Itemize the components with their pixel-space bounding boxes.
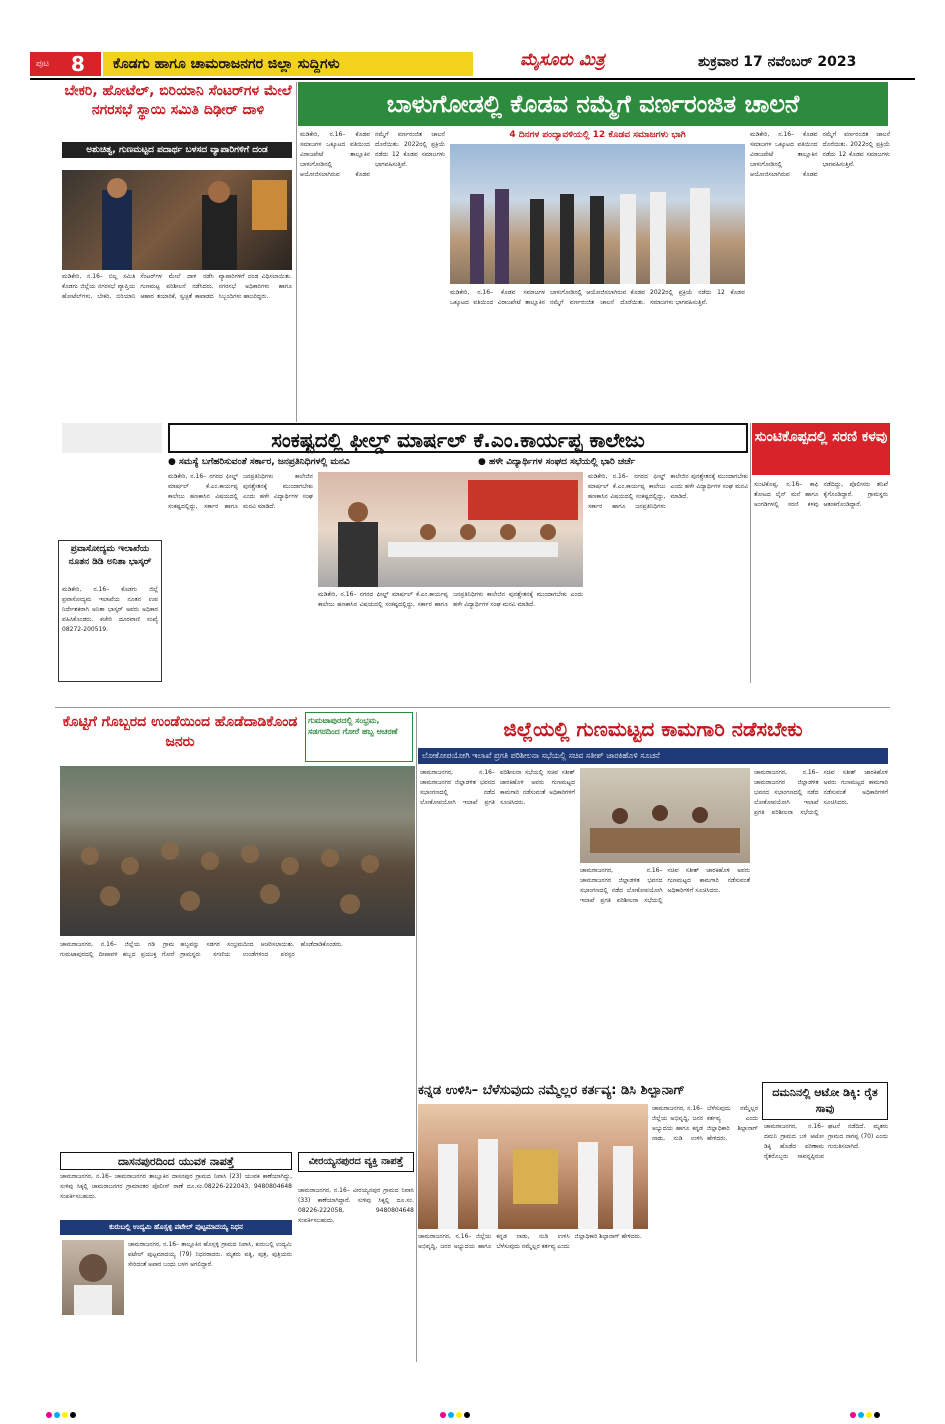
photo-stage-figures <box>318 472 583 587</box>
divider <box>296 82 297 422</box>
kicker-gore-habba <box>305 712 413 762</box>
photo-obituary <box>62 1240 124 1315</box>
color-registration-marks <box>440 1403 472 1422</box>
photo-college-meeting <box>318 472 583 587</box>
kicker-college-2: ● ಹಳೇ ವಿದ್ಯಾರ್ಥಿಗಳ ಸಂಘದ ಸಭೆಯಲ್ಲಿ ಭಾರಿ ಚರ್ಚೆ <box>478 457 636 467</box>
photo-kodava-namme <box>450 144 745 284</box>
headline-pwd: ಜಿಲ್ಲೆಯಲ್ಲಿ ಗುಣಮಟ್ಟದ ಕಾಮಗಾರಿ ನಡೆಸಬೇಕು <box>503 717 803 741</box>
body-theft: ಸುಂಟಿಕೊಪ್ಪ, ನ.16– ಕಾಫಿ ತೋಟದ ಲೈನ್ ಮನೆ ಹಾಗೂ ಅಂಗಡಿಗಳಲ್ಲಿ ಸರಣಿ ಕಳವು ನಡೆದಿದ್ದು, ಪೊಲೀಸರು ತನಿಖೆ ಕೈಗೊಂಡಿದ್ದಾರೆ. ಗ್ರಾಮಸ್ಥರು ಆತಂಕಗೊಂಡಿದ್ದಾರೆ. <box>754 481 888 508</box>
color-registration-marks <box>46 1403 78 1422</box>
body-gore-habba: ಚಾಮರಾಜನಗರ, ನ.16– ಜಿಲ್ಲೆಯ ಗಡಿ ಗ್ರಾಮ ಗುಮಟಾಪುರದಲ್ಲಿ ದೀಪಾವಳಿ ಹಬ್ಬದ ಪ್ರಯುಕ್ತ ಗೋರೆ ಹಬ್ಬವನ್ನು ಸಡಗರ ಸಂಭ್ರಮದಿಂದ ಆಚರಿಸಲಾಯಿತು. ಗ್ರಾಮಸ್ಥರು ಸಗಣಿಯ ಉಂಡೆಗಳಿಂದ ಪರಸ್ಪರ ಹೊಡೆದಾಡಿಕೊಂಡರು. <box>60 941 343 958</box>
header-rule <box>30 78 915 80</box>
headline-kannada: ಕನ್ನಡ ಉಳಿಸಿ– ಬೆಳೆಸುವುದು ನಮ್ಮೆಲ್ಲರ ಕರ್ತವ್ಯ: ಡಿಸಿ ಶಿಲ್ಪಾನಾಗ್ <box>418 1083 685 1098</box>
headline-tourism: ಪ್ರವಾಸೋದ್ಯಮ ಇಲಾಖೆಯ ನೂತನ ಡಿಡಿ ಅನಿತಾ ಭಾಸ್ಕರ್ <box>68 544 152 567</box>
kicker-bakery-raid: ಅಶುಚಿತ್ವ, ಗುಣಮಟ್ಟದ ಪದಾರ್ಥ ಬಳಸದ ವ್ಯಾಪಾರಿಗಳಿಗೆ ದಂಡ <box>62 142 292 158</box>
body-accident: ಚಾಮರಾಜನಗರ, ನ.16– ದಮನಿ ಗ್ರಾಮದ ಬಳಿ ಆಟೋ ಡಿಕ್ಕಿ ಹೊಡೆದ ಪರಿಣಾಮ ರೈತರೊಬ್ಬರು ಸಾವನ್ನಪ್ಪಿರುವ ಘಟನೆ ನಡೆದಿದೆ. ಮೃತರು ಗ್ರಾಮದ ನಾಗಪ್ಪ (70) ಎಂದು ಗುರುತಿಸಲಾಗಿದೆ. <box>764 1123 888 1160</box>
headline-accident: ದಮನಿನಲ್ಲಿ ಆಟೋ ಡಿಕ್ಕಿ: ರೈತ ಸಾವು <box>762 1082 888 1120</box>
body-kodava-namme-col1: ಮಡಿಕೇರಿ, ನ.16– ಕೊಡವ ಸಮಾಜಗಳ ಒಕ್ಕೂಟದ ವತಿಯಿಂದ ವಿರಾಜಪೇಟೆ ತಾಲ್ಲೂಕಿನ ಬಾಳುಗೋಡಿನಲ್ಲಿ ಆಯೋಜಿಸಲಾಗಿರುವ ಕೊಡವ ನಮ್ಮೆಗೆ ವರ್ಣರಂಜಿತ ಚಾಲನೆ ದೊರೆಯಿತು. 2022ರಲ್ಲಿ ಪ್ರಕ್ರಿಯೆ ನಡೆದು 12 ಕೊಡವ ಸಮಾಜಗಳು ಭಾಗವಹಿಸುತ್ತಿವೆ. <box>300 131 445 178</box>
photo-people-figures <box>62 170 292 270</box>
headline-missing-person: ವೀರಯ್ಯನಪುರದ ವ್ಯಕ್ತಿ ನಾಪತ್ತೆ <box>298 1152 414 1172</box>
issue-date: ಶುಕ್ರವಾರ 17 ನವೆಂಬರ್ 2023 <box>698 54 857 70</box>
body-kodava-namme-col2: ಮಡಿಕೇರಿ, ನ.16– ಕೊಡವ ಸಮಾಜಗಳ ಒಕ್ಕೂಟದ ವತಿಯಿಂದ ವಿರಾಜಪೇಟೆ ತಾಲ್ಲೂಕಿನ ಬಾಳುಗೋಡಿನಲ್ಲಿ ಆಯೋಜಿಸಲಾಗಿರುವ ಕೊಡವ ನಮ್ಮೆಗೆ ವರ್ಣರಂಜಿತ ಚಾಲನೆ ದೊರೆಯಿತು. 2022ರಲ್ಲಿ ಪ್ರಕ್ರಿಯೆ ನಡೆದು 12 ಕೊಡವ ಸಮಾಜಗಳು ಭಾಗವಹಿಸುತ್ತಿವೆ. <box>450 289 745 306</box>
kicker-college-2-text: ಹಳೇ ವಿದ್ಯಾರ್ಥಿಗಳ ಸಂಘದ ಸಭೆಯಲ್ಲಿ ಭಾರಿ ಚರ್ಚೆ <box>489 457 636 467</box>
kicker-college-1: ● ಸಮಸ್ಯೆ ಬಗೆಹರಿಸುವಂತೆ ಸರ್ಕಾರ, ಜನಪ್ರತಿನಿಧಿಗಳಲ್ಲಿ ಮನವಿ <box>168 457 350 467</box>
photo-kannada-event <box>418 1104 648 1229</box>
kicker-gore-habba-text: ಗುಮಟಾಪುರದಲ್ಲಿ ಸಂಭ್ರಮ, ಸಡಗರದಿಂದ ಗೋರೆ ಹಬ್ಬ ಆಚರಣೆ <box>308 716 398 736</box>
body-college-col2: ಮಡಿಕೇರಿ, ನ.16– ನಗರದ ಫೀಲ್ಡ್ ಮಾರ್ಷಲ್ ಕೆ.ಎಂ.ಕಾರ್ಯಪ್ಪ ಕಾಲೇಜು ಹಣಕಾಸಿನ ವಿಷಯದಲ್ಲಿ ಸಂಕಷ್ಟದಲ್ಲಿದ್ದು, ಸರ್ಕಾರ ಹಾಗೂ ಜನಪ್ರತಿನಿಧಿಗಳು ಕಾಲೇಜಿನ ಪುನಶ್ಚೇತನಕ್ಕೆ ಮುಂದಾಗಬೇಕು ಎಂದು ಹಳೇ ವಿದ್ಯಾರ್ಥಿಗಳ ಸಂಘ ಮನವಿ ಮಾಡಿದೆ. <box>318 591 583 608</box>
body-missing-youth: ಚಾಮರಾಜನಗರ, ನ.16– ಚಾಮರಾಜನಗರ ತಾಲ್ಲೂಕಿನ ದಾಸನಪುರ ಗ್ರಾಮದ ನಿವಾಸಿ (23) ಯುವಕ ಕಾಣೆಯಾಗಿದ್ದು, ಸುಳಿವು ಸಿಕ್ಕಲ್ಲಿ ಚಾಮರಾಜನಗರ ಗ್ರಾಮಾಂತರ ಪೊಲೀಸ್ ಠಾಣೆ ದೂ.ಸಂ.08226-222043, 9480804648 ಸಂಪರ್ಕಿಸಬಹುದು. <box>60 1173 292 1200</box>
photo-felicitation-figures <box>418 1104 648 1229</box>
headline-obituary: ಕುರುಬಲ್ಲಿ ಉದ್ಯಮಿ ಹೊಸ್ಸಳ್ಳಿ ಪಟೇಲ್ ಪುಟ್ಟಮಾದಯ್ಯ ನಿಧನ <box>60 1220 292 1235</box>
section-title: ಕೊಡಗು ಹಾಗೂ ಚಾಮರಾಜನಗರ ಜಿಲ್ಲಾ ಸುದ್ದಿಗಳು <box>103 52 473 76</box>
body-missing-person: ಚಾಮರಾಜನಗರ, ನ.16– ವೀರಯ್ಯನಪುರ ಗ್ರಾಮದ ನಿವಾಸಿ (33) ಕಾಣೆಯಾಗಿದ್ದಾರೆ. ಸುಳಿವು ಸಿಕ್ಕಲ್ಲಿ ದೂ.ಸಂ. 08226-222058, 9480804648 ಸಂಪರ್ಕಿಸಬಹುದು. <box>298 1187 414 1224</box>
page-number: 8 <box>55 52 101 76</box>
body-kodava-namme-col3: ಮಡಿಕೇರಿ, ನ.16– ಕೊಡವ ಸಮಾಜಗಳ ಒಕ್ಕೂಟದ ವತಿಯಿಂದ ವಿರಾಜಪೇಟೆ ತಾಲ್ಲೂಕಿನ ಬಾಳುಗೋಡಿನಲ್ಲಿ ಆಯೋಜಿಸಲಾಗಿರುವ ಕೊಡವ ನಮ್ಮೆಗೆ ವರ್ಣರಂಜಿತ ಚಾಲನೆ ದೊರೆಯಿತು. 2022ರಲ್ಲಿ ಪ್ರಕ್ರಿಯೆ ನಡೆದು 12 ಕೊಡವ ಸಮಾಜಗಳು ಭಾಗವಹಿಸುತ್ತಿವೆ. <box>750 131 890 178</box>
headline-kodava-namme: ಬಾಳುಗೋಡಲ್ಲಿ ಕೊಡವ ನಮ್ಮೆಗೆ ವರ್ಣರಂಜಿತ ಚಾಲನೆ <box>298 82 888 126</box>
photo-college-speaker <box>62 423 162 453</box>
kicker-pwd: ಲೋಕೋಪಯೋಗಿ ಇಲಾಖೆ ಪ್ರಗತಿ ಪರಿಶೀಲನಾ ಸಭೆಯಲ್ಲಿ ಸಚಿವ ಸತೀಶ್ ಜಾರಕಿಹೊಳಿ ಸೂಚನೆ <box>418 748 888 764</box>
body-college-col1: ಮಡಿಕೇರಿ, ನ.16– ನಗರದ ಫೀಲ್ಡ್ ಮಾರ್ಷಲ್ ಕೆ.ಎಂ.ಕಾರ್ಯಪ್ಪ ಕಾಲೇಜು ಹಣಕಾಸಿನ ವಿಷಯದಲ್ಲಿ ಸಂಕಷ್ಟದಲ್ಲಿದ್ದು, ಸರ್ಕಾರ ಹಾಗೂ ಜನಪ್ರತಿನಿಧಿಗಳು ಕಾಲೇಜಿನ ಪುನಶ್ಚೇತನಕ್ಕೆ ಮುಂದಾಗಬೇಕು ಎಂದು ಹಳೇ ವಿದ್ಯಾರ್ಥಿಗಳ ಸಂಘ ಮನವಿ ಮಾಡಿದೆ. <box>168 473 313 510</box>
headline-bakery-raid: ಬೇಕರಿ, ಹೋಟೆಲ್, ಬಿರಿಯಾನಿ ಸೆಂಟರ್‌ಗಳ ಮೇಲೆ ನಗರಸಭೆ ಸ್ಥಾಯಿ ಸಮಿತಿ ದಿಢೀರ್ ದಾಳಿ <box>64 83 292 118</box>
body-kannada-col2: ಚಾಮರಾಜನಗರ, ನ.16– ಜಿಲ್ಲೆಯ ಅಭಿವೃದ್ಧಿ, ಜನರ ಅಭ್ಯುದಯ ಹಾಗೂ ಕನ್ನಡ ನಾಡು, ನುಡಿ ಉಳಿಸಿ ಬೆಳೆಸುವುದು ನಮ್ಮೆಲ್ಲರ ಕರ್ತವ್ಯ ಎಂದು ಜಿಲ್ಲಾಧಿಕಾರಿ ಶಿಲ್ಪಾನಾಗ್ ಹೇಳಿದರು. <box>652 1105 758 1142</box>
photo-gore-habba <box>60 766 415 936</box>
headline-missing-youth: ದಾಸನಪುರದಿಂದ ಯುವಕ ನಾಪತ್ತೆ <box>60 1152 292 1170</box>
divider <box>416 712 417 1362</box>
headline-gore-habba: ಕೊಟ್ಟಿಗೆ ಗೊಬ್ಬರದ ಉಂಡೆಯಿಂದ ಹೊಡೆದಾಡಿಕೊಂಡ ಜನರು <box>62 714 298 750</box>
headline-college: ಸಂಕಷ್ಟದಲ್ಲಿ ಫೀಲ್ಡ್ ಮಾರ್ಷಲ್ ಕೆ.ಎಂ.ಕಾರ್ಯಪ್ಪ ಕಾಲೇಜು <box>168 423 748 453</box>
headline-theft: ಸುಂಟಿಕೊಪ್ಪದಲ್ಲಿ ಸರಣಿ ಕಳವು <box>752 423 890 475</box>
kicker-kodava-namme: 4 ದಿನಗಳ ಪಂದ್ಯಾವಳಿಯಲ್ಲಿ 12 ಕೊಡವ ಸಮಾಜಗಳು ಭಾಗಿ <box>509 130 686 140</box>
body-pwd-col2: ಚಾಮರಾಜನಗರ, ನ.16– ಚಾಮರಾಜನಗರ ಜಿಲ್ಲಾಡಳಿತ ಭವನದ ಸಭಾಂಗಣದಲ್ಲಿ ನಡೆದ ಲೋಕೋಪಯೋಗಿ ಇಲಾಖೆ ಪ್ರಗತಿ ಪರಿಶೀಲನಾ ಸಭೆಯಲ್ಲಿ ಸಚಿವ ಸತೀಶ್ ಜಾರಕಿಹೊಳಿ ಅವರು ಗುಣಮಟ್ಟದ ಕಾಮಗಾರಿ ನಡೆಸುವಂತೆ ಅಧಿಕಾರಿಗಳಿಗೆ ಸೂಚಿಸಿದರು. <box>580 867 750 904</box>
kicker-college-1-text: ಸಮಸ್ಯೆ ಬಗೆಹರಿಸುವಂತೆ ಸರ್ಕಾರ, ಜನಪ್ರತಿನಿಧಿಗಳಲ್ಲಿ ಮನವಿ <box>179 457 350 467</box>
body-tourism: ಮಡಿಕೇರಿ, ನ.16– ಕೊಡಗು ಜಿಲ್ಲೆ ಪ್ರವಾಸೋದ್ಯಮ ಇಲಾಖೆಯ ನೂತನ ಉಪ ನಿರ್ದೇಶಕರಾಗಿ ಅನಿತಾ ಭಾಸ್ಕರ್ ಅವರು ಅಧಿಕಾರ ವಹಿಸಿಕೊಂಡರು. ಕಚೇರಿ ದೂರವಾಣಿ ಸಂಖ್ಯೆ 08272-200519. <box>62 586 158 633</box>
color-registration-marks <box>850 1403 882 1422</box>
body-bakery-raid: ಮಡಿಕೇರಿ, ನ.16– ಬಿಲ್ಲ ಸಮಿತಿ ಕೊಡಗು ಜಿಲ್ಲೆಯ ನಗರಸಭೆ ವ್ಯಾಪ್ತಿಯ ಹೋಟೆಲ್‌ಗಳು, ಬೇಕರಿ, ಬಿರಿಯಾನಿ ಸೆಂಟರ್‌ಗಳ ಮೇಲೆ ದಾಳಿ ನಡೆಸಿ ಗುಣಮಟ್ಟ ಪರಿಶೀಲನೆ ನಡೆಸಿದರು. ಆಹಾರ ತಯಾರಿಕೆ, ಸ್ವಚ್ಛತೆ ಕಾಪಾಡದ ವ್ಯಾಪಾರಿಗಳಿಗೆ ದಂಡ ವಿಧಿಸಲಾಯಿತು. ನಗರಸಭೆ ಅಧಿಕಾರಿಗಳು ಹಾಗೂ ಸಿಬ್ಬಂದಿಗಳು ಹಾಜರಿದ್ದರು. <box>62 273 292 300</box>
photo-pwd-meeting <box>580 768 750 863</box>
page-label: ಪುಟ <box>30 52 55 76</box>
divider <box>55 707 890 708</box>
photo-bakery-raid <box>62 170 292 270</box>
body-kannada-col1: ಚಾಮರಾಜನಗರ, ನ.16– ಜಿಲ್ಲೆಯ ಅಭಿವೃದ್ಧಿ, ಜನರ ಅಭ್ಯುದಯ ಹಾಗೂ ಕನ್ನಡ ನಾಡು, ನುಡಿ ಉಳಿಸಿ ಬೆಳೆಸುವುದು ನಮ್ಮೆಲ್ಲರ ಕರ್ತವ್ಯ ಎಂದು ಜಿಲ್ಲಾಧಿಕಾರಿ ಶಿಲ್ಪಾನಾಗ್ ಹೇಳಿದರು. <box>418 1233 642 1250</box>
photo-meeting-table <box>580 768 750 863</box>
portrait-figure <box>62 1240 124 1315</box>
body-obituary: ಚಾಮರಾಜನಗರ, ನ.16– ತಾಲ್ಲೂಕಿನ ಹೊಸ್ಸಳ್ಳಿ ಗ್ರಾಮದ ನಿವಾಸಿ, ಕುರುಬಲ್ಲಿ ಉದ್ಯಮಿ ಪಟೇಲ್ ಪುಟ್ಟಮಾದಯ್ಯ (79) ನಿಧನರಾದರು. ಮೃತರು ಪತ್ನಿ, ಪುತ್ರ, ಪುತ್ರಿಯರು ಸೇರಿದಂತೆ ಅಪಾರ ಬಂಧು ಬಳಗ ಅಗಲಿದ್ದಾರೆ. <box>128 1241 292 1268</box>
body-pwd-col1: ಚಾಮರಾಜನಗರ, ನ.16– ಚಾಮರಾಜನಗರ ಜಿಲ್ಲಾಡಳಿತ ಭವನದ ಸಭಾಂಗಣದಲ್ಲಿ ನಡೆದ ಲೋಕೋಪಯೋಗಿ ಇಲಾಖೆ ಪ್ರಗತಿ ಪರಿಶೀಲನಾ ಸಭೆಯಲ್ಲಿ ಸಚಿವ ಸತೀಶ್ ಜಾರಕಿಹೊಳಿ ಅವರು ಗುಣಮಟ್ಟದ ಕಾಮಗಾರಿ ನಡೆಸುವಂತೆ ಅಧಿಕಾರಿಗಳಿಗೆ ಸೂಚಿಸಿದರು. <box>420 769 575 806</box>
body-pwd-col3: ಚಾಮರಾಜನಗರ, ನ.16– ಚಾಮರಾಜನಗರ ಜಿಲ್ಲಾಡಳಿತ ಭವನದ ಸಭಾಂಗಣದಲ್ಲಿ ನಡೆದ ಲೋಕೋಪಯೋಗಿ ಇಲಾಖೆ ಪ್ರಗತಿ ಪರಿಶೀಲನಾ ಸಭೆಯಲ್ಲಿ ಸಚಿವ ಸತೀಶ್ ಜಾರಕಿಹೊಳಿ ಅವರು ಗುಣಮಟ್ಟದ ಕಾಮಗಾರಿ ನಡೆಸುವಂತೆ ಅಧಿಕಾರಿಗಳಿಗೆ ಸೂಚಿಸಿದರು. <box>754 769 888 816</box>
photo-guests-figures <box>450 144 745 284</box>
newspaper-name: ಮೈಸೂರು ಮಿತ್ರ <box>520 50 605 70</box>
photo-crowd-figures <box>60 766 415 936</box>
body-college-col3: ಮಡಿಕೇರಿ, ನ.16– ನಗರದ ಫೀಲ್ಡ್ ಮಾರ್ಷಲ್ ಕೆ.ಎಂ.ಕಾರ್ಯಪ್ಪ ಕಾಲೇಜು ಹಣಕಾಸಿನ ವಿಷಯದಲ್ಲಿ ಸಂಕಷ್ಟದಲ್ಲಿದ್ದು, ಸರ್ಕಾರ ಹಾಗೂ ಜನಪ್ರತಿನಿಧಿಗಳು ಕಾಲೇಜಿನ ಪುನಶ್ಚೇತನಕ್ಕೆ ಮುಂದಾಗಬೇಕು ಎಂದು ಹಳೇ ವಿದ್ಯಾರ್ಥಿಗಳ ಸಂಘ ಮನವಿ ಮಾಡಿದೆ. <box>588 473 748 510</box>
divider <box>750 423 751 683</box>
